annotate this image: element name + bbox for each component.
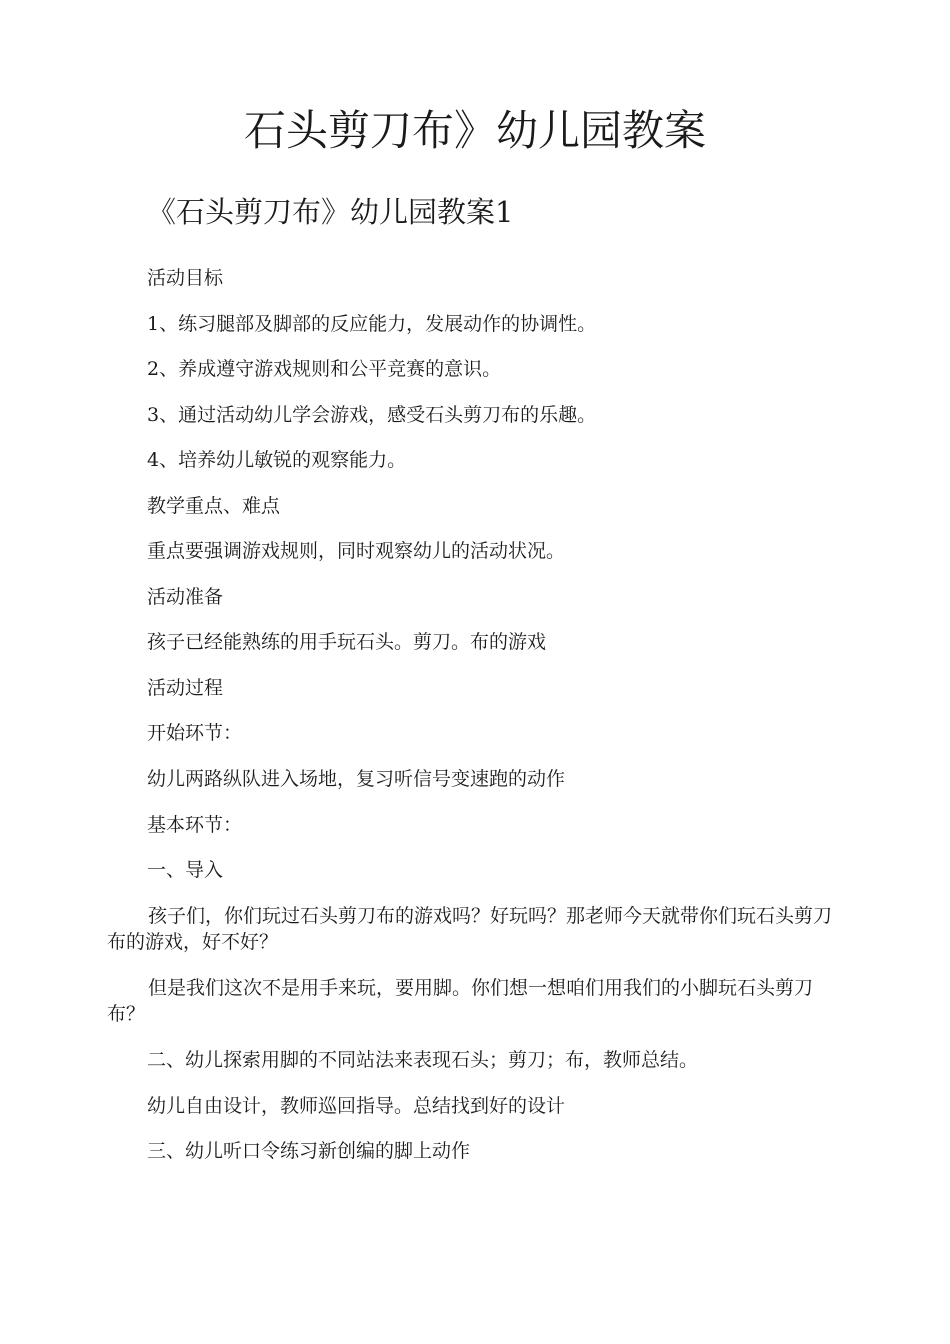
section-heading: 《石头剪刀布》幼儿园教案1 [147, 195, 514, 229]
paragraph-opening-heading: 开始环节： [147, 722, 243, 744]
paragraph-key-points-heading: 教学重点、难点 [147, 495, 281, 517]
paragraph-intro-heading: 一、导入 [147, 859, 224, 881]
paragraph-explore: 二、幼儿探索用脚的不同站法来表现石头；剪刀；布，教师总结。 [147, 1049, 699, 1071]
paragraph-use-feet: 但是我们这次不是用手来玩，要用脚。你们想一想咱们用我们的小脚玩石头剪刀布？ [107, 977, 814, 1025]
paragraph-goal-4: 4、培养幼儿敏锐的观察能力。 [147, 449, 407, 471]
paragraph-process-heading: 活动过程 [147, 677, 224, 699]
paragraph-key-points: 重点要强调游戏规则，同时观察幼儿的活动状况。 [147, 540, 566, 562]
paragraph-preparation-heading: 活动准备 [147, 586, 224, 608]
paragraph-activity-goals: 活动目标 [147, 267, 224, 289]
paragraph-opening: 幼儿两路纵队进入场地，复习听信号变速跑的动作 [147, 768, 566, 790]
paragraph-goal-1: 1、练习腿部及脚部的反应能力，发展动作的协调性。 [147, 313, 597, 335]
paragraph-free-design: 幼儿自由设计，教师巡回指导。总结找到好的设计 [147, 1095, 566, 1117]
paragraph-basic-heading: 基本环节： [147, 814, 243, 836]
paragraph-practice: 三、幼儿听口令练习新创编的脚上动作 [147, 1140, 471, 1162]
paragraph-preparation: 孩子已经能熟练的用手玩石头。剪刀。布的游戏 [147, 631, 547, 653]
paragraph-goal-2: 2、养成遵守游戏规则和公平竞赛的意识。 [147, 358, 502, 380]
paragraph-goal-3: 3、通过活动幼儿学会游戏，感受石头剪刀布的乐趣。 [147, 404, 597, 426]
paragraph-intro: 孩子们，你们玩过石头剪刀布的游戏吗？好玩吗？那老师今天就带你们玩石头剪刀布的游戏，好不好？ [107, 905, 833, 953]
document-title: 石头剪刀布》幼儿园教案 [243, 106, 706, 155]
